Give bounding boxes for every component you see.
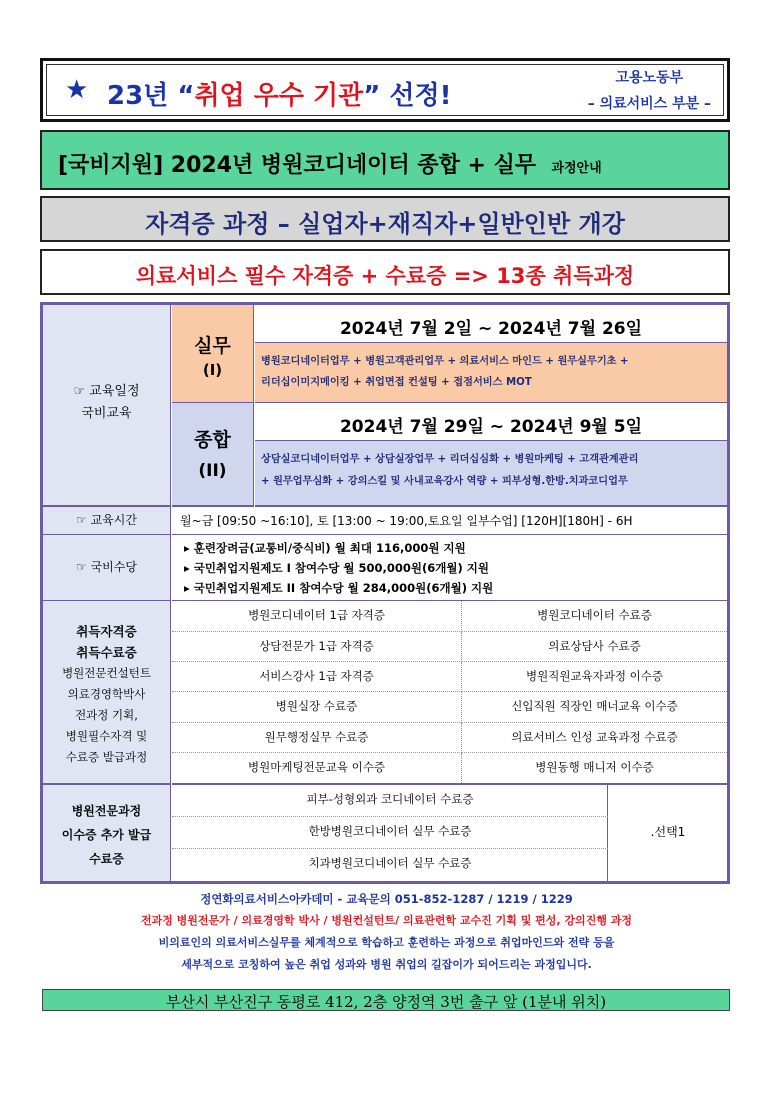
comprehensive-term-cell bbox=[172, 403, 254, 507]
cert-item: 의료서비스 인성 교육과정 수료증 bbox=[462, 723, 727, 753]
practical-term-cell bbox=[172, 305, 254, 403]
certs-label-line: 병원전문컨설턴트 bbox=[62, 666, 151, 680]
ministry-label bbox=[588, 65, 711, 117]
specialist-label bbox=[43, 799, 170, 871]
specialist-item: 피부-성형외과 코디네이터 수료증 bbox=[172, 785, 608, 817]
cert-item: 상담전문가 1급 자격증 bbox=[172, 632, 462, 662]
cert-item: 병원코디네이터 수료증 bbox=[462, 601, 727, 632]
allowance-item: ▸ 국민취업지원제도 II 참여수당 월 284,000원(6개월) 지원 bbox=[184, 581, 494, 595]
allowance-item: ▸ 국민취업지원제도 I 참여수당 월 500,000원(6개월) 지원 bbox=[184, 561, 489, 575]
allowance-cell bbox=[172, 535, 727, 601]
practical-dates-cell bbox=[255, 305, 727, 343]
certs-label-line: 전과정 기획, bbox=[75, 708, 138, 722]
specialist-choice: .선택1 bbox=[650, 825, 686, 839]
faculty-line: 전과정 병원전문가 / 의료경영학 박사 / 병원컨설턴트/ 의료관련학 교수진 기획 및 편성, 강의진행 과정 bbox=[140, 914, 633, 927]
practical-desc-line1: 병원코디네이터업무 + 병원고객관리업무 + 의료서비스 마인드 + 원무실무기초 + bbox=[261, 356, 629, 367]
cert-item: 병원코디네이터 1급 자격증 bbox=[172, 601, 462, 632]
specialist-item: 치과병원코디네이터 실무 수료증 bbox=[308, 856, 472, 870]
cert-item: 의료상담사 수료증 bbox=[462, 632, 727, 662]
headline-prefix: 23년 “ bbox=[107, 81, 195, 111]
specialist-item: 한방병원코디네이터 실무 수료증 bbox=[172, 817, 608, 849]
practical-term-name: 실무 bbox=[194, 335, 231, 357]
certs-label-line: 병원필수자격 및 bbox=[65, 729, 148, 743]
comprehensive-term-number: (II) bbox=[198, 461, 227, 481]
cert-item: 병원마케팅전문교육 이수증 bbox=[172, 753, 462, 783]
schedule-label: ☞ 교육일정 bbox=[73, 384, 140, 399]
comprehensive-desc-line2: + 원무업무심화 + 강의스킬 및 사내교육강사 역량 + 피부성형.한방.치과코디업무 bbox=[261, 476, 628, 487]
comprehensive-desc-cell bbox=[255, 441, 727, 507]
certs-label-line: 의료경영학박사 bbox=[67, 687, 146, 701]
allowance-label: ☞ 국비수당 bbox=[76, 560, 137, 574]
allowance-label-cell bbox=[43, 535, 171, 601]
certs-grid bbox=[172, 601, 727, 785]
certificate-summary-text: 의료서비스 필수 자격증 + 수료증 => 13종 취득과정 bbox=[135, 264, 635, 288]
headline-highlight: 취업 우수 기관 bbox=[194, 81, 364, 111]
award-banner bbox=[40, 58, 730, 122]
schedule-label-cell bbox=[43, 305, 171, 507]
comprehensive-desc-line1: 상담실코디네이터업무 + 상담실장업무 + 리더십심화 + 병원마케팅 + 고객관계관리 bbox=[261, 454, 639, 465]
certs-label-line: 취득수료증 bbox=[76, 645, 137, 660]
certs-label bbox=[43, 621, 170, 768]
certs-label-cell bbox=[43, 601, 171, 785]
cert-item: 병원동행 매니저 이수증 bbox=[535, 760, 654, 774]
course-title-bar bbox=[40, 130, 730, 190]
cert-item: 원무행정실무 수료증 bbox=[172, 723, 462, 753]
address-bar bbox=[42, 989, 730, 1011]
course-title-suffix: 과정안내 bbox=[551, 161, 602, 176]
schedule-sublabel: 국비교육 bbox=[81, 406, 132, 421]
specialist-label-line: 병원전문과정 bbox=[71, 804, 142, 818]
ministry-name: 고용노동부 bbox=[615, 70, 684, 86]
course-info-table bbox=[40, 302, 730, 884]
description-line: 비의료인의 의료서비스실무를 체계적으로 학습하고 훈련하는 과정으로 취업마인드와 전략 등을 bbox=[158, 936, 615, 949]
certificate-summary-bar bbox=[40, 249, 730, 295]
practical-dates: 2024년 7월 2일 ~ 2024년 7월 26일 bbox=[339, 319, 643, 339]
allowance-item: ▸ 훈련장려금(교통비/중식비) 월 최대 116,000원 지원 bbox=[184, 541, 466, 555]
specialist-choice-cell bbox=[609, 785, 727, 881]
course-title-text: [국비지원] 2024년 병원코디네이터 종합 + 실무 bbox=[58, 153, 537, 178]
cert-item: 서비스강사 1급 자격증 bbox=[172, 662, 462, 692]
cert-item: 신입직원 직장인 매너교육 이수증 bbox=[462, 692, 727, 723]
cert-item: 병원직원교육자과정 이수증 bbox=[462, 662, 727, 692]
edu-time-label-cell bbox=[43, 507, 171, 535]
edu-time-label: ☞ 교육시간 bbox=[76, 513, 137, 527]
specialist-label-line: 수료증 bbox=[89, 852, 124, 866]
address-text: 부산시 부산진구 동평로 412, 2층 양정역 3번 출구 앞 (1분내 위치) bbox=[165, 993, 607, 1011]
course-title bbox=[58, 148, 602, 179]
comprehensive-term-name: 종합 bbox=[194, 429, 231, 451]
certs-label-line: 취득자격증 bbox=[76, 624, 137, 639]
description-line: 세부적으로 코칭하여 높은 취업 성과와 병원 취업의 길잡이가 되어드리는 과정입니다. bbox=[181, 958, 592, 971]
ministry-division: – 의료서비스 부분 – bbox=[587, 96, 711, 112]
comprehensive-dates-cell bbox=[255, 403, 727, 441]
practical-desc-cell bbox=[255, 343, 727, 403]
contact-line: 정연화의료서비스아카데미 - 교육문의 051-852-1287 / 1219 / 1229 bbox=[200, 892, 573, 906]
class-type-bar bbox=[40, 196, 730, 242]
edu-time-cell bbox=[172, 507, 727, 535]
specialist-label-line: 이수증 추가 발급 bbox=[61, 828, 152, 842]
practical-desc-line2: 리더십이미지메이킹 + 취업면접 컨설팅 + 접점서비스 MOT bbox=[261, 377, 532, 388]
practical-term-number: (I) bbox=[202, 361, 223, 379]
specialist-list bbox=[172, 785, 608, 881]
star-icon: ★ bbox=[65, 75, 89, 105]
headline-suffix: ” 선정! bbox=[363, 81, 452, 111]
edu-time-text: 월~금 [09:50 ~16:10], 토 [13:00 ~ 19:00,토요일 일부수업] [120H][180H] - 6H bbox=[180, 514, 633, 528]
award-headline bbox=[107, 75, 451, 112]
class-type-text: 자격증 과정 – 실업자+재직자+일반인반 개강 bbox=[145, 210, 625, 238]
certs-label-line: 수료증 발급과정 bbox=[65, 750, 148, 764]
comprehensive-dates: 2024년 7월 29일 ~ 2024년 9월 5일 bbox=[339, 417, 643, 437]
specialist-label-cell bbox=[43, 785, 171, 881]
allowance-list bbox=[184, 538, 493, 598]
cert-item: 병원실장 수료증 bbox=[172, 692, 462, 723]
